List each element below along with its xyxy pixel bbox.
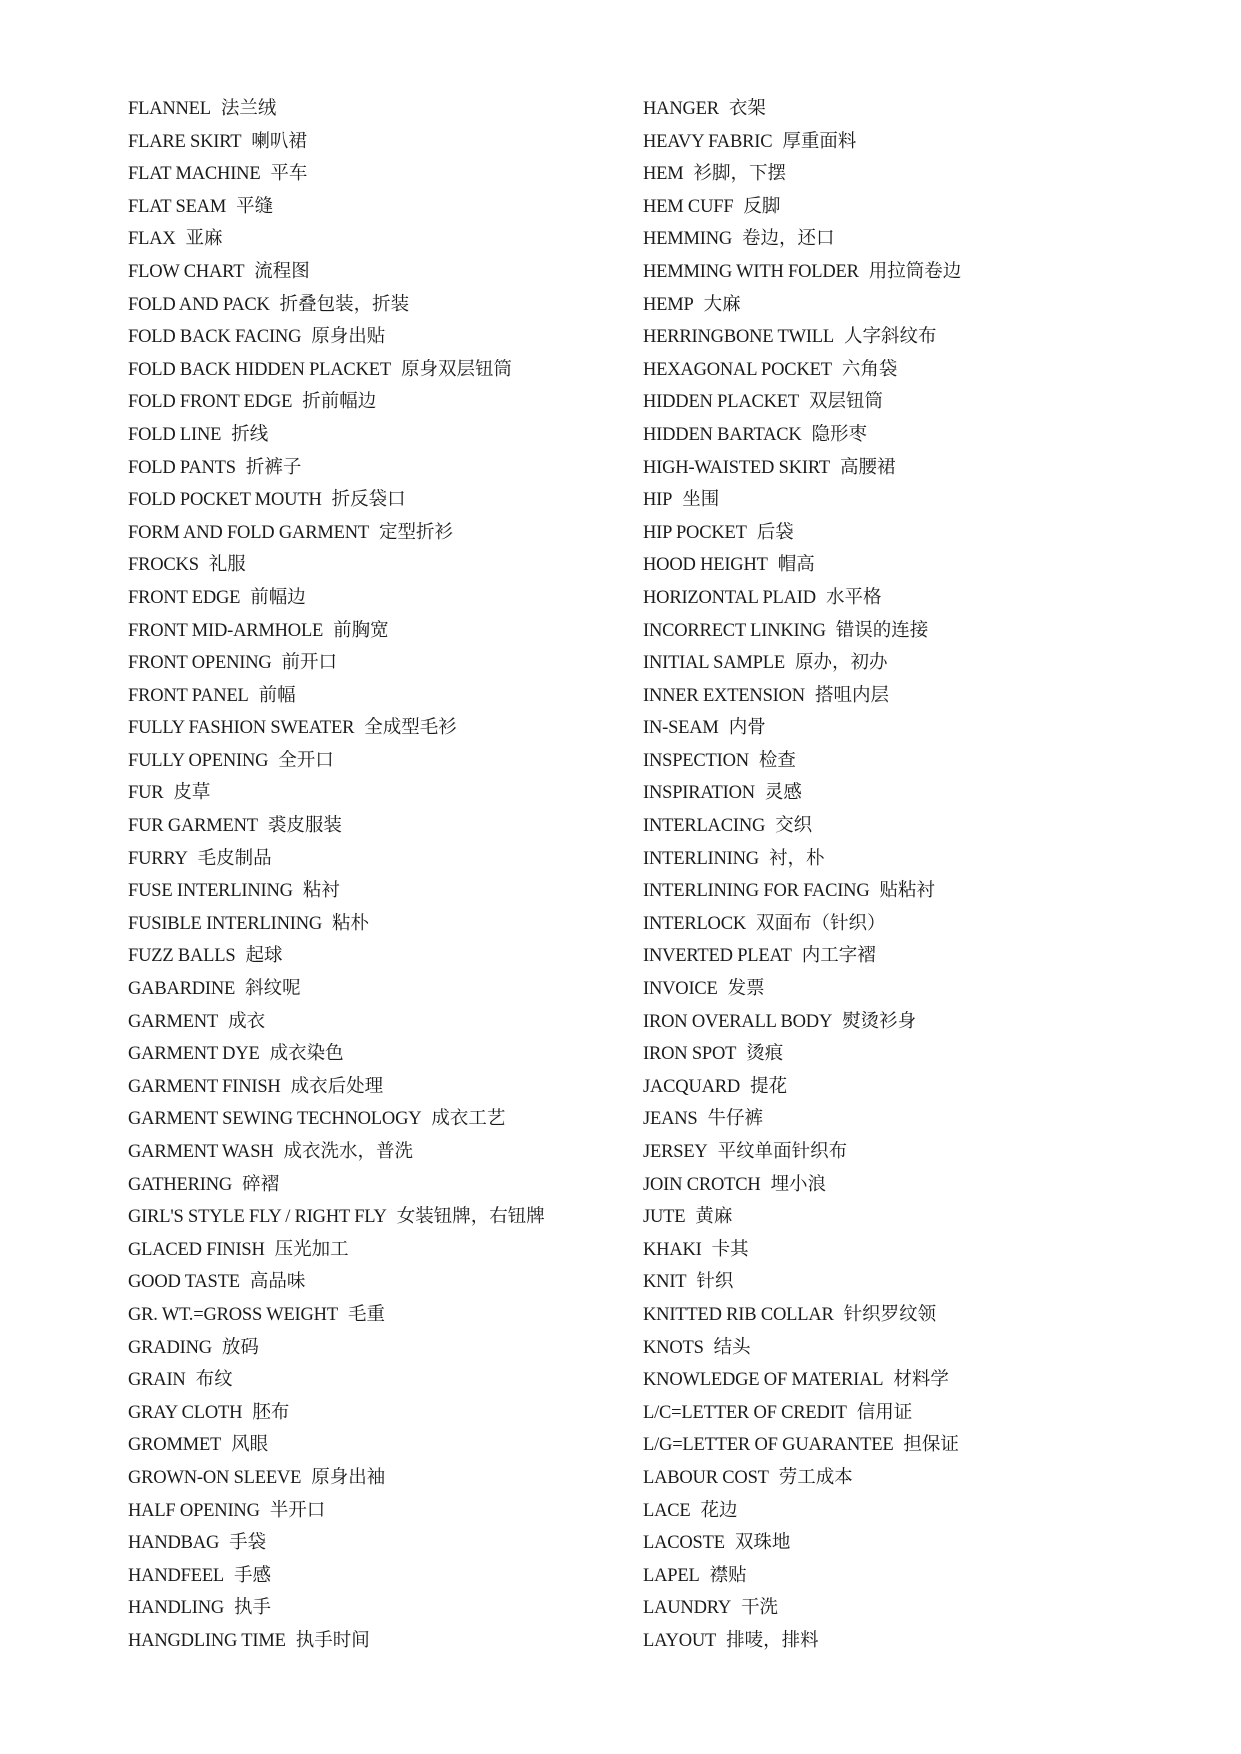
glossary-term: IN-SEAM	[643, 718, 719, 739]
glossary-entry	[128, 386, 628, 419]
glossary-translation: 用拉筒卷边	[868, 261, 962, 282]
glossary-translation: 检查	[758, 750, 796, 771]
glossary-entry	[643, 386, 1203, 419]
glossary-term: GLACED FINISH	[128, 1239, 265, 1260]
glossary-entry	[643, 1169, 1203, 1202]
glossary-translation: 半开口	[269, 1500, 326, 1521]
glossary-entry	[128, 908, 628, 941]
glossary-term: LAPEL	[643, 1565, 700, 1586]
glossary-term: INVOICE	[643, 979, 718, 1000]
glossary-entry	[128, 875, 628, 908]
glossary-translation: 黄麻	[695, 1207, 733, 1228]
glossary-translation: 执手	[234, 1598, 272, 1619]
glossary-entry	[128, 1495, 628, 1528]
glossary-term: HANGER	[643, 99, 719, 119]
glossary-entry	[643, 419, 1203, 452]
glossary-translation: 放码	[221, 1337, 259, 1358]
glossary-translation: 原身出贴	[311, 327, 386, 348]
glossary-translation: 双珠地	[734, 1533, 791, 1554]
glossary-term: HEXAGONAL POCKET	[643, 359, 832, 380]
glossary-entry	[643, 1103, 1203, 1136]
glossary-translation: 布纹	[195, 1370, 233, 1391]
glossary-translation: 胚布	[252, 1402, 290, 1423]
glossary-term: FORM AND FOLD GARMENT	[128, 522, 369, 543]
glossary-entry	[643, 615, 1203, 648]
glossary-translation: 全开口	[278, 750, 334, 771]
glossary-entry	[128, 1462, 628, 1495]
glossary-entry	[128, 93, 628, 126]
glossary-entry	[128, 1103, 628, 1136]
glossary-term: HORIZONTAL PLAID	[643, 587, 816, 608]
glossary-translation: 压光加工	[274, 1239, 349, 1260]
glossary-term: FROCKS	[128, 555, 199, 576]
glossary-translation: 六角袋	[841, 359, 898, 380]
glossary-term: GROWN-ON SLEEVE	[128, 1467, 302, 1488]
glossary-translation: 双面布（针织）	[756, 913, 886, 934]
glossary-entry	[128, 517, 628, 550]
glossary-term: KNOTS	[643, 1337, 704, 1358]
glossary-translation: 襟贴	[709, 1565, 747, 1586]
glossary-translation: 成衣后处理	[290, 1076, 384, 1097]
glossary-term: INTERLINING FOR FACING	[643, 881, 870, 902]
glossary-term: INSPIRATION	[643, 783, 755, 804]
glossary-entry	[128, 452, 628, 485]
glossary-entry	[128, 1006, 628, 1039]
glossary-term: FUR GARMENT	[128, 816, 258, 837]
glossary-translation: 皮草	[173, 783, 211, 804]
glossary-term: INTERLACING	[643, 816, 766, 837]
glossary-entry	[643, 973, 1203, 1006]
glossary-translation: 平纹单面针织布	[717, 1142, 848, 1162]
glossary-term: INVERTED PLEAT	[643, 946, 792, 967]
glossary-entry	[643, 452, 1203, 485]
glossary-translation: 执手时间	[295, 1630, 370, 1651]
glossary-entry	[128, 843, 628, 876]
glossary-entry	[128, 582, 628, 615]
glossary-term: GATHERING	[128, 1174, 233, 1195]
glossary-term: GARMENT DYE	[128, 1044, 260, 1065]
glossary-term: KHAKI	[643, 1239, 702, 1260]
glossary-entry	[643, 1364, 1203, 1397]
glossary-translation: 粘朴	[332, 913, 370, 934]
glossary-translation: 卡其	[711, 1239, 749, 1260]
glossary-entry	[128, 1169, 628, 1202]
glossary-translation: 折前幅边	[302, 392, 377, 413]
glossary-entry	[128, 1136, 628, 1169]
glossary-translation: 针织罗纹领	[843, 1304, 937, 1325]
glossary-translation: 前开口	[281, 653, 338, 674]
glossary-entry	[643, 1527, 1203, 1560]
glossary-entry	[128, 419, 628, 452]
glossary-term: HEMMING	[643, 229, 733, 250]
glossary-entry	[643, 1560, 1203, 1593]
glossary-entry	[643, 517, 1203, 550]
glossary-translation: 全成型毛衫	[364, 718, 457, 739]
glossary-entry	[643, 1136, 1203, 1169]
glossary-translation: 反脚	[743, 196, 781, 217]
glossary-translation: 高腰裙	[839, 457, 896, 478]
glossary-translation: 法兰绒	[220, 99, 277, 119]
glossary-entry	[643, 1332, 1203, 1365]
glossary-term: FOLD POCKET MOUTH	[128, 490, 322, 511]
glossary-entry	[128, 647, 628, 680]
glossary-translation: 干洗	[741, 1598, 779, 1619]
glossary-term: L/C=LETTER OF CREDIT	[643, 1402, 847, 1423]
glossary-translation: 毛重	[347, 1304, 385, 1325]
glossary-translation: 厚重面料	[782, 131, 857, 152]
glossary-term: GROMMET	[128, 1435, 222, 1456]
glossary-term: JUTE	[643, 1207, 686, 1228]
glossary-entry	[128, 321, 628, 354]
glossary-translation: 担保证	[903, 1435, 959, 1456]
glossary-term: HEMMING WITH FOLDER	[643, 261, 859, 282]
glossary-entry	[128, 1071, 628, 1104]
glossary-translation: 后袋	[756, 522, 794, 543]
glossary-entry	[128, 1527, 628, 1560]
glossary-term: FOLD AND PACK	[128, 294, 270, 315]
glossary-column-left	[128, 93, 628, 1658]
glossary-translation: 流程图	[254, 261, 310, 282]
glossary-translation: 错误的连接	[835, 620, 929, 641]
glossary-translation: 内工字褶	[801, 946, 876, 967]
glossary-translation: 内骨	[728, 718, 766, 739]
glossary-translation: 帽高	[777, 555, 815, 576]
glossary-term: HANDFEEL	[128, 1565, 225, 1586]
glossary-term: KNITTED RIB COLLAR	[643, 1304, 834, 1325]
glossary-translation: 折反袋口	[331, 490, 406, 511]
glossary-term: FLAX	[128, 229, 176, 250]
glossary-translation: 原身双层钮筒	[400, 359, 512, 380]
glossary-translation: 卷边，还口	[742, 229, 835, 250]
glossary-term: FOLD BACK FACING	[128, 327, 302, 348]
glossary-entry	[128, 158, 628, 191]
glossary-term: FOLD PANTS	[128, 457, 236, 478]
glossary-entry	[128, 777, 628, 810]
glossary-entry	[643, 354, 1203, 387]
glossary-entry	[643, 1495, 1203, 1528]
glossary-translation: 前幅边	[250, 587, 306, 608]
glossary-term: INSPECTION	[643, 750, 749, 771]
glossary-entry	[128, 126, 628, 159]
glossary-entry	[128, 615, 628, 648]
glossary-translation: 衫脚，下摆	[693, 164, 787, 185]
glossary-translation: 粘衬	[302, 881, 340, 902]
glossary-entry	[643, 712, 1203, 745]
glossary-translation: 手感	[234, 1565, 272, 1586]
glossary-translation: 成衣工艺	[431, 1109, 506, 1130]
glossary-translation: 折裤子	[245, 457, 302, 478]
glossary-entry	[643, 1462, 1203, 1495]
glossary-entry	[643, 289, 1203, 322]
glossary-translation: 烫痕	[746, 1044, 784, 1065]
glossary-entry	[128, 1364, 628, 1397]
glossary-translation: 排唛，排料	[726, 1630, 819, 1651]
glossary-translation: 提花	[750, 1076, 788, 1097]
glossary-entry	[643, 256, 1203, 289]
glossary-translation: 毛皮制品	[197, 848, 272, 869]
glossary-translation: 隐形枣	[811, 424, 868, 445]
glossary-term: INTERLOCK	[643, 913, 747, 934]
glossary-entry	[643, 1038, 1203, 1071]
glossary-translation: 前胸宽	[333, 620, 389, 641]
glossary-term: FRONT OPENING	[128, 653, 272, 674]
glossary-translation: 双层钮筒	[808, 392, 883, 413]
glossary-entry	[643, 810, 1203, 843]
glossary-entry	[643, 745, 1203, 778]
glossary-entry	[643, 1299, 1203, 1332]
glossary-term: INTERLINING	[643, 848, 759, 869]
glossary-entry	[643, 1071, 1203, 1104]
glossary-entry	[643, 843, 1203, 876]
glossary-term: HEM CUFF	[643, 196, 734, 217]
glossary-translation: 风眼	[231, 1435, 269, 1456]
glossary-entry	[643, 191, 1203, 224]
glossary-term: LABOUR COST	[643, 1467, 769, 1488]
glossary-entry	[643, 158, 1203, 191]
glossary-entry	[128, 1266, 628, 1299]
glossary-entry	[643, 549, 1203, 582]
glossary-term: HERRINGBONE TWILL	[643, 327, 834, 348]
glossary-term: HIGH-WAISTED SKIRT	[643, 457, 830, 478]
glossary-translation: 成衣洗水，普洗	[283, 1142, 413, 1162]
glossary-term: FUZZ BALLS	[128, 946, 236, 967]
glossary-term: FURRY	[128, 848, 188, 869]
glossary-entry	[643, 321, 1203, 354]
glossary-translation: 起球	[245, 946, 283, 967]
glossary-entry	[128, 680, 628, 713]
glossary-term: KNOWLEDGE OF MATERIAL	[643, 1370, 884, 1391]
glossary-entry	[128, 1429, 628, 1462]
glossary-term: LACOSTE	[643, 1533, 725, 1554]
glossary-translation: 前幅	[258, 685, 296, 706]
glossary-entry	[643, 680, 1203, 713]
glossary-term: HEAVY FABRIC	[643, 131, 773, 152]
glossary-entry	[128, 256, 628, 289]
glossary-translation: 花边	[700, 1500, 738, 1521]
glossary-translation: 成衣染色	[269, 1044, 344, 1065]
glossary-translation: 折线	[231, 424, 269, 445]
glossary-term: FLANNEL	[128, 99, 211, 119]
glossary-term: JOIN CROTCH	[643, 1174, 761, 1195]
glossary-term: FRONT EDGE	[128, 587, 241, 608]
glossary-entry	[643, 1006, 1203, 1039]
glossary-translation: 结头	[713, 1337, 751, 1358]
glossary-term: HANDBAG	[128, 1533, 220, 1554]
glossary-term: FULLY FASHION SWEATER	[128, 718, 355, 739]
glossary-translation: 平车	[270, 164, 308, 185]
glossary-entry	[128, 940, 628, 973]
glossary-term: FOLD LINE	[128, 424, 222, 445]
glossary-term: FOLD FRONT EDGE	[128, 392, 293, 413]
glossary-term: FUSE INTERLINING	[128, 881, 293, 902]
glossary-entry	[128, 973, 628, 1006]
glossary-translation: 灵感	[764, 783, 802, 804]
glossary-term: JEANS	[643, 1109, 698, 1130]
glossary-entry	[128, 1592, 628, 1625]
glossary-translation: 人字斜纹布	[844, 327, 937, 348]
glossary-translation: 熨烫衫身	[842, 1011, 917, 1032]
glossary-term: INCORRECT LINKING	[643, 620, 826, 641]
glossary-term: HIDDEN BARTACK	[643, 424, 802, 445]
glossary-entry	[128, 810, 628, 843]
glossary-translation: 亚麻	[185, 229, 223, 250]
glossary-term: IRON OVERALL BODY	[643, 1011, 833, 1032]
glossary-translation: 成衣	[228, 1011, 266, 1032]
glossary-entry	[128, 223, 628, 256]
glossary-translation: 材料学	[893, 1370, 949, 1391]
glossary-translation: 针织	[696, 1272, 734, 1293]
glossary-translation: 喇叭裙	[251, 131, 307, 152]
glossary-entry	[643, 777, 1203, 810]
glossary-term: GR. WT.=GROSS WEIGHT	[128, 1304, 338, 1325]
glossary-term: GIRL'S STYLE FLY / RIGHT FLY	[128, 1207, 387, 1228]
glossary-entry	[643, 126, 1203, 159]
glossary-translation: 埋小浪	[770, 1174, 827, 1195]
glossary-term: INITIAL SAMPLE	[643, 653, 785, 674]
glossary-translation: 衬，朴	[768, 848, 825, 869]
glossary-entry	[128, 1038, 628, 1071]
glossary-term: GABARDINE	[128, 979, 236, 1000]
glossary-entry	[128, 1234, 628, 1267]
glossary-entry	[128, 745, 628, 778]
glossary-entry	[128, 1201, 628, 1234]
glossary-term: HOOD HEIGHT	[643, 555, 768, 576]
glossary-translation: 衣架	[728, 99, 766, 119]
glossary-term: HEM	[643, 164, 684, 185]
glossary-term: LAUNDRY	[643, 1598, 732, 1619]
glossary-entry	[643, 875, 1203, 908]
glossary-entry	[643, 1201, 1203, 1234]
glossary-entry	[643, 1429, 1203, 1462]
glossary-term: HALF OPENING	[128, 1500, 260, 1521]
glossary-translation: 裘皮服装	[267, 816, 342, 837]
glossary-entry	[128, 1397, 628, 1430]
glossary-term: INNER EXTENSION	[643, 685, 805, 706]
glossary-term: FUSIBLE INTERLINING	[128, 913, 323, 934]
glossary-term: FLAT SEAM	[128, 196, 227, 217]
glossary-translation: 水平格	[825, 587, 882, 608]
glossary-entry	[643, 93, 1203, 126]
glossary-entry	[643, 1592, 1203, 1625]
glossary-entry	[643, 1266, 1203, 1299]
glossary-entry	[643, 582, 1203, 615]
glossary-term: FOLD BACK HIDDEN PLACKET	[128, 359, 391, 380]
glossary-term: GRADING	[128, 1337, 212, 1358]
glossary-entry	[643, 1397, 1203, 1430]
glossary-entry	[128, 289, 628, 322]
glossary-entry	[128, 1299, 628, 1332]
glossary-entry	[128, 1560, 628, 1593]
glossary-entry	[643, 940, 1203, 973]
glossary-entry	[643, 1625, 1203, 1658]
glossary-term: HANGDLING TIME	[128, 1630, 286, 1651]
glossary-translation: 大麻	[703, 294, 741, 315]
glossary-term: GRAY CLOTH	[128, 1402, 243, 1423]
glossary-translation: 礼服	[208, 555, 246, 576]
glossary-entry	[643, 908, 1203, 941]
glossary-entry	[128, 1332, 628, 1365]
glossary-term: FLARE SKIRT	[128, 131, 242, 152]
glossary-column-right	[643, 93, 1203, 1658]
glossary-translation: 碎褶	[242, 1174, 280, 1195]
glossary-term: FRONT MID-ARMHOLE	[128, 620, 324, 641]
glossary-translation: 平缝	[236, 196, 274, 217]
glossary-entry	[128, 354, 628, 387]
glossary-term: JERSEY	[643, 1142, 708, 1162]
glossary-translation: 坐围	[682, 490, 720, 511]
glossary-term: FULLY OPENING	[128, 750, 269, 771]
glossary-translation: 手袋	[229, 1533, 267, 1554]
glossary-term: JACQUARD	[643, 1076, 741, 1097]
glossary-term: HIDDEN PLACKET	[643, 392, 799, 413]
glossary-term: IRON SPOT	[643, 1044, 737, 1065]
glossary-term: L/G=LETTER OF GUARANTEE	[643, 1435, 894, 1456]
glossary-translation: 劳工成本	[778, 1467, 853, 1488]
glossary-term: GRAIN	[128, 1370, 186, 1391]
glossary-term: LACE	[643, 1500, 691, 1521]
glossary-term: LAYOUT	[643, 1630, 717, 1651]
glossary-entry	[128, 484, 628, 517]
glossary-term: KNIT	[643, 1272, 687, 1293]
glossary-term: HANDLING	[128, 1598, 225, 1619]
glossary-translation: 定型折衫	[378, 522, 453, 543]
glossary-translation: 发票	[727, 979, 765, 1000]
glossary-translation: 搭咀内层	[814, 685, 889, 706]
glossary-entry	[128, 191, 628, 224]
glossary-translation: 高品味	[249, 1272, 306, 1293]
glossary-term: GARMENT WASH	[128, 1142, 274, 1162]
glossary-translation: 贴粘衬	[879, 881, 936, 902]
glossary-term: FUR	[128, 783, 164, 804]
glossary-translation: 女装钮牌，右钮牌	[396, 1207, 545, 1228]
glossary-translation: 原身出袖	[311, 1467, 386, 1488]
glossary-term: FRONT PANEL	[128, 685, 249, 706]
glossary-entry	[128, 712, 628, 745]
glossary-term: GOOD TASTE	[128, 1272, 240, 1293]
glossary-translation: 牛仔裤	[707, 1109, 764, 1130]
glossary-translation: 原办，初办	[794, 653, 888, 674]
glossary-entry	[643, 223, 1203, 256]
glossary-term: FLAT MACHINE	[128, 164, 261, 185]
glossary-translation: 信用证	[856, 1402, 913, 1423]
glossary-entry	[128, 1625, 628, 1658]
glossary-term: GARMENT SEWING TECHNOLOGY	[128, 1109, 422, 1130]
glossary-term: GARMENT FINISH	[128, 1076, 281, 1097]
glossary-entry	[128, 549, 628, 582]
glossary-term: FLOW CHART	[128, 261, 245, 282]
glossary-term: HEMP	[643, 294, 694, 315]
glossary-term: HIP POCKET	[643, 522, 747, 543]
glossary-entry	[643, 1234, 1203, 1267]
glossary-term: GARMENT	[128, 1011, 219, 1032]
glossary-translation: 折叠包装，折装	[279, 294, 410, 315]
glossary-translation: 交织	[775, 816, 813, 837]
glossary-term: HIP	[643, 490, 673, 511]
glossary-entry	[643, 484, 1203, 517]
glossary-entry	[643, 647, 1203, 680]
glossary-translation: 斜纹呢	[245, 979, 301, 1000]
